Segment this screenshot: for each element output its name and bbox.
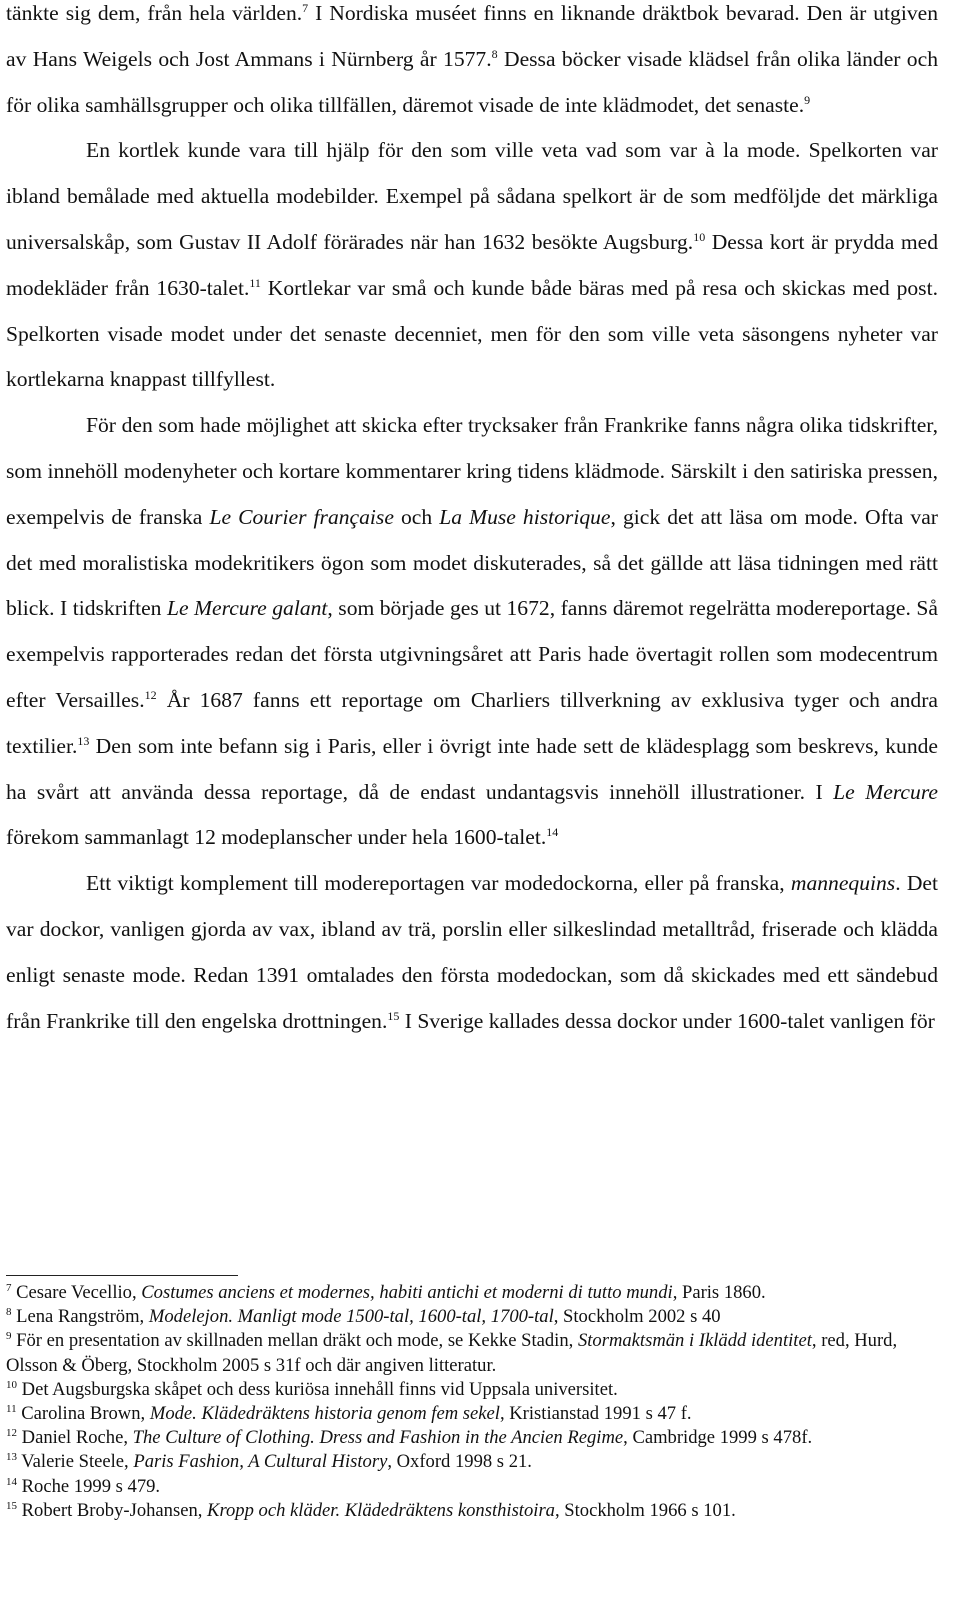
italic-title: Mode. Klädedräktens historia genom fem sekel xyxy=(149,1403,500,1425)
footnote-ref: 10 xyxy=(693,229,706,244)
text-run: Det Augsburgska skåpet och dess kuriösa innehåll finns vid Uppsala universitet. xyxy=(17,1378,618,1400)
footnote-text xyxy=(17,1476,160,1497)
text-run: För den som hade möjlighet att skicka efter trycksaker från Frankrike fanns några olika tidskrifter, som innehöll modenyheter och kortare kommentarer kring tidens klädmode. Särskilt i den satiriska pressen, exempelvis de franska xyxy=(6,413,938,529)
footnote-ref: 15 xyxy=(387,1008,400,1023)
footnote-13 xyxy=(6,1450,938,1474)
footnote-number: 10 xyxy=(6,1378,17,1391)
footnote-text xyxy=(6,1330,897,1375)
footnote-number: 14 xyxy=(6,1475,17,1488)
footnote-8 xyxy=(6,1305,938,1329)
footnote-10 xyxy=(6,1378,938,1402)
italic-title: Le Courier française xyxy=(209,504,394,529)
italic-title: Le Mercure xyxy=(833,779,938,804)
text-run: I Sverige kallades dessa dockor under 1600-talet vanligen för xyxy=(399,1008,935,1033)
text-run: . Det var dockor, vanligen gjorda av vax, ibland av trä, porslin eller silkeslindad metalltråd, friserade och klädda enligt senaste mode. Redan 1391 omtalades den första modedockan, som då skickades med ett sändebud från Frankrike till den engelska drottningen. xyxy=(6,871,938,1033)
footnote-text xyxy=(17,1427,812,1448)
paragraph-3 xyxy=(6,403,938,861)
text-run: En kortlek kunde vara till hjälp för den som ville veta vad som var à la mode. Spelkorten var ibland bemålade med aktuella modebilder. Exempel på sådana spelkort är de som medföljde det märkliga universalskåp, som Gustav II Adolf förärades när han 1632 besökte Augsburg. xyxy=(6,138,938,254)
text-run: , som började ges ut 1672, fanns däremot regelrätta modereportage. Så exempelvis rapporterades redan det första utgivningsåret att Paris hade övertagit rollen som modecentrum efter Versailles. xyxy=(6,596,938,712)
footnote-ref: 8 xyxy=(491,46,498,61)
text-run: , Paris 1860. xyxy=(672,1282,766,1303)
text-run: Carolina Brown, xyxy=(16,1403,150,1425)
italic-title: Paris Fashion, A Cultural History xyxy=(133,1451,388,1473)
text-run: , Cambridge 1999 s 478f. xyxy=(623,1427,813,1449)
text-run: I Nordiska muséet finns en liknande dräktbok bevarad. Den är utgiven av Hans Weigels och Jost Ammans i Nürnberg år 1577. xyxy=(6,1,938,71)
italic-title: Le Mercure galant xyxy=(166,596,328,621)
footnotes xyxy=(6,1281,938,1523)
text-run: Dessa böcker visade klädsel från olika länder och för olika samhällsgrupper och olika tillfällen, däremot visade de inte klädmodet, det senaste. xyxy=(6,46,938,117)
footnote-ref: 7 xyxy=(302,0,309,15)
text-run: , gick det att läsa om mode. Ofta var det med moralistiska modekritikers ögon som modet diskuterades, så det gällde att läsa tidningen med rätt blick. I tidskriften xyxy=(6,504,938,621)
text-run: Daniel Roche, xyxy=(17,1427,133,1449)
footnote-number: 11 xyxy=(6,1402,17,1415)
footnote-15 xyxy=(6,1499,938,1523)
text-run: , Oxford 1998 s 21. xyxy=(387,1451,532,1473)
italic-title: Kropp och kläder. Klädedräktens konsthistoira xyxy=(207,1499,555,1521)
paragraph-1 xyxy=(6,0,938,128)
italic-title: The Culture of Clothing. Dress and Fashion in the Ancien Regime xyxy=(132,1427,624,1449)
footnote-text xyxy=(12,1282,766,1303)
text-run: tänkte sig dem, från hela världen. xyxy=(6,1,303,25)
footnote-text xyxy=(12,1306,721,1327)
footnote-text xyxy=(17,1451,532,1472)
footnote-11 xyxy=(6,1402,938,1426)
footnote-number: 8 xyxy=(6,1306,12,1319)
text-run: Den som inte befann sig i Paris, eller i övrigt inte hade sett de klädesplagg som beskrevs, kunde ha svårt att använda dessa reportage, då de endast undantagsvis innehöll illustrationer. I xyxy=(6,733,938,804)
footnote-text xyxy=(17,1403,692,1424)
text-run: , red, Hurd, Olsson & Öberg, Stockholm 2005 s 31f och där angiven litteratur. xyxy=(6,1330,898,1376)
text-run: , Stockholm 2002 s 40 xyxy=(553,1306,721,1328)
footnote-7 xyxy=(6,1281,938,1305)
italic-title: Modelejon. Manligt mode 1500-tal, 1600-tal, 1700-tal xyxy=(148,1306,554,1328)
text-run: Robert Broby-Johansen, xyxy=(17,1499,208,1521)
paragraph-4 xyxy=(6,861,938,1044)
text-run: Valerie Steele, xyxy=(17,1451,134,1473)
footnote-ref: 11 xyxy=(249,275,261,290)
footnote-number: 15 xyxy=(6,1499,17,1512)
text-run: Dessa kort är prydda med modekläder från 1630-talet. xyxy=(6,229,939,300)
footnote-number: 7 xyxy=(6,1281,12,1294)
text-run: Roche 1999 s 479. xyxy=(17,1475,161,1497)
italic-title: Stormaktsmän i Iklädd identitet xyxy=(577,1330,812,1352)
footnote-12 xyxy=(6,1426,938,1450)
text-run: förekom sammanlagt 12 modeplanscher under hela 1600-talet. xyxy=(6,825,547,850)
footnote-number: 9 xyxy=(6,1330,12,1343)
footnote-separator xyxy=(6,1275,238,1276)
footnote-14 xyxy=(6,1475,938,1499)
italic-title: mannequins xyxy=(790,871,896,896)
footnote-ref: 9 xyxy=(804,92,811,107)
text-run: Ett viktigt komplement till modereportagen var modedockorna, eller på franska, xyxy=(86,871,791,896)
text-run: År 1687 fanns ett reportage om Charliers tillverkning av exklusiva tyger och andra textilier. xyxy=(6,687,938,758)
footnote-ref: 12 xyxy=(144,687,157,702)
footnote-text xyxy=(17,1500,736,1521)
italic-title: La Muse historique xyxy=(439,504,611,529)
text-run: , Stockholm 1966 s 101. xyxy=(554,1499,736,1521)
footnote-ref: 13 xyxy=(77,733,90,748)
footnote-number: 12 xyxy=(6,1427,17,1440)
italic-title: Costumes anciens et modernes, habiti antichi et moderni di tutto mundi xyxy=(141,1282,673,1303)
text-run: Cesare Vecellio, xyxy=(11,1282,142,1303)
text-run: , Kristianstad 1991 s 47 f. xyxy=(499,1403,692,1425)
text-run: För en presentation av skillnaden mellan dräkt och mode, se Kekke Stadin, xyxy=(11,1330,578,1352)
text-run: och xyxy=(393,504,440,529)
body-text xyxy=(6,0,938,1044)
text-run: Lena Rangström, xyxy=(11,1306,149,1328)
paragraph-2 xyxy=(6,128,938,403)
footnote-ref: 14 xyxy=(546,825,559,840)
footnote-text xyxy=(17,1379,618,1400)
footnote-number: 13 xyxy=(6,1451,17,1464)
footnote-9 xyxy=(6,1329,938,1377)
text-run: Kortlekar var små och kunde både bäras med på resa och skickas med post. Spelkorten visade modet under det senaste decenniet, men för den som ville veta säsongens nyheter var kortlekarna knappast tillfyllest. xyxy=(6,275,938,392)
